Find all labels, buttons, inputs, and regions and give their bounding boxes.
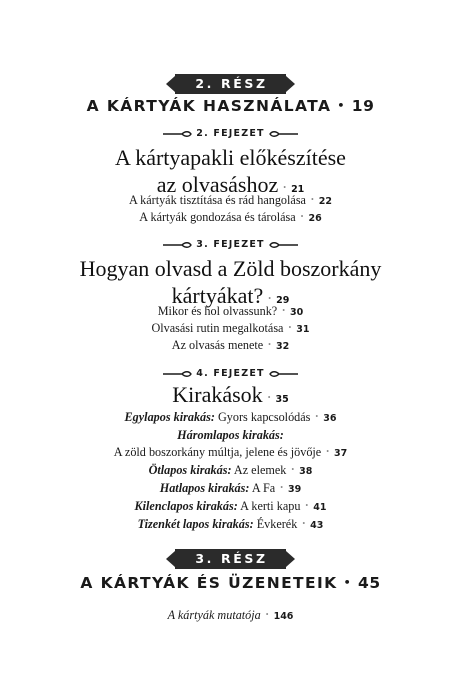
bullet-icon: • <box>300 212 304 221</box>
page-number: 29 <box>276 295 290 306</box>
page-number: 41 <box>313 502 327 513</box>
entry-text: Gyors kapcsolódás <box>214 410 311 424</box>
page-number: 26 <box>308 213 322 224</box>
bullet-icon: • <box>343 576 353 589</box>
bullet-icon: • <box>337 99 346 112</box>
spread-name: Kilenclapos kirakás: <box>134 499 238 513</box>
bullet-icon: • <box>265 610 269 619</box>
flourish-icon <box>269 241 299 249</box>
chapter-label-text: 4. FEJEZET <box>196 368 265 379</box>
toc-entry[interactable] <box>0 498 461 516</box>
chapter-label-2 <box>0 128 461 139</box>
flourish-icon <box>269 370 299 378</box>
entry-text: Az elemek <box>231 463 287 477</box>
page-number: 37 <box>334 448 348 459</box>
toc-entry[interactable] <box>0 303 461 321</box>
page-number: 30 <box>290 307 304 318</box>
part-badge-3 <box>0 549 461 569</box>
entry-text: A Fa <box>249 481 276 495</box>
entry-text: A kerti kapu <box>237 499 301 513</box>
bullet-icon: • <box>280 483 284 492</box>
toc-entry[interactable] <box>0 462 461 480</box>
page-number: 22 <box>318 196 333 207</box>
chapter-title-line: Kirakások <box>172 382 263 407</box>
bullet-icon: • <box>282 306 286 315</box>
toc-entry[interactable] <box>0 516 461 534</box>
bullet-icon: • <box>310 195 314 204</box>
bullet-icon: • <box>283 183 287 192</box>
page-number: 32 <box>275 341 290 352</box>
entry-text: Mikor és hol olvassunk? <box>157 304 278 318</box>
page-number: 19 <box>351 97 375 115</box>
chapter-title-line: Hogyan olvasd a Zöld boszorkány <box>79 256 382 281</box>
page-number: 38 <box>299 466 313 477</box>
bullet-icon: • <box>291 465 295 474</box>
spread-name: Egylapos kirakás: <box>124 410 215 424</box>
chapter-label-text: 2. FEJEZET <box>196 128 265 139</box>
part-badge-2 <box>0 74 461 94</box>
entry-text: Évkerék <box>253 517 298 531</box>
spread-name: Ötlapos kirakás: <box>148 463 232 477</box>
chapter-title-line: az olvasáshoz <box>156 172 279 197</box>
chapter-title-line: kártyákat? <box>171 283 264 308</box>
entry-text: A zöld boszorkány múltja, jelene és jövője <box>113 445 322 459</box>
part-title-text: A KÁRTYÁK HASZNÁLATA <box>86 97 332 115</box>
chapter-label-4 <box>0 368 461 379</box>
toc-entry-index[interactable] <box>0 607 461 625</box>
bullet-icon: • <box>315 412 319 421</box>
flourish-icon <box>162 130 192 138</box>
toc-entry[interactable] <box>0 427 461 443</box>
page-number: 36 <box>323 413 337 424</box>
bullet-icon: • <box>268 294 272 303</box>
spread-name: Hatlapos kirakás: <box>159 481 250 495</box>
bullet-icon: • <box>305 501 309 510</box>
toc-entry[interactable] <box>0 480 461 498</box>
part-badge-label: 3. RÉSZ <box>175 549 285 569</box>
spread-name: Tizenkét lapos kirakás: <box>137 517 254 531</box>
bullet-icon: • <box>302 519 306 528</box>
toc-entry[interactable] <box>0 337 461 355</box>
bullet-icon: • <box>268 340 271 349</box>
part-title-2[interactable] <box>0 97 461 115</box>
page-number: 45 <box>358 574 381 592</box>
flourish-icon <box>269 130 299 138</box>
bullet-icon: • <box>267 393 271 402</box>
toc-entry[interactable] <box>0 192 461 210</box>
part-title-3[interactable] <box>0 574 461 592</box>
page-number: 35 <box>275 394 289 405</box>
bullet-icon: • <box>288 323 292 332</box>
entry-text: Az olvasás menete <box>171 338 264 352</box>
bullet-icon: • <box>326 447 330 456</box>
toc-entry[interactable] <box>0 444 461 462</box>
entry-text: A kártyák gondozása és tárolása <box>139 210 296 224</box>
part-title-text: A KÁRTYÁK ÉS ÜZENETEIK <box>80 574 338 592</box>
page-number: 21 <box>291 184 305 195</box>
page-number: 146 <box>273 611 294 622</box>
chapter-label-text: 3. FEJEZET <box>196 239 265 250</box>
flourish-icon <box>162 370 192 378</box>
flourish-icon <box>162 241 192 249</box>
part-badge-label: 2. RÉSZ <box>175 74 285 94</box>
chapter-label-3 <box>0 239 461 250</box>
entry-text: A kártyák mutatója <box>167 608 261 622</box>
toc-entry[interactable] <box>0 209 461 227</box>
toc-entry[interactable] <box>0 409 461 427</box>
page-number: 31 <box>296 324 310 335</box>
entry-text: Olvasási rutin megalkotása <box>151 321 284 335</box>
page-number: 43 <box>310 520 324 531</box>
chapter-title-line: A kártyapakli előkészítése <box>115 145 346 170</box>
spread-name: Háromlapos kirakás: <box>177 428 284 442</box>
toc-entry[interactable] <box>0 320 461 338</box>
entry-text: A kártyák tisztítása és rád hangolása <box>128 193 306 207</box>
page-number: 39 <box>288 484 302 495</box>
